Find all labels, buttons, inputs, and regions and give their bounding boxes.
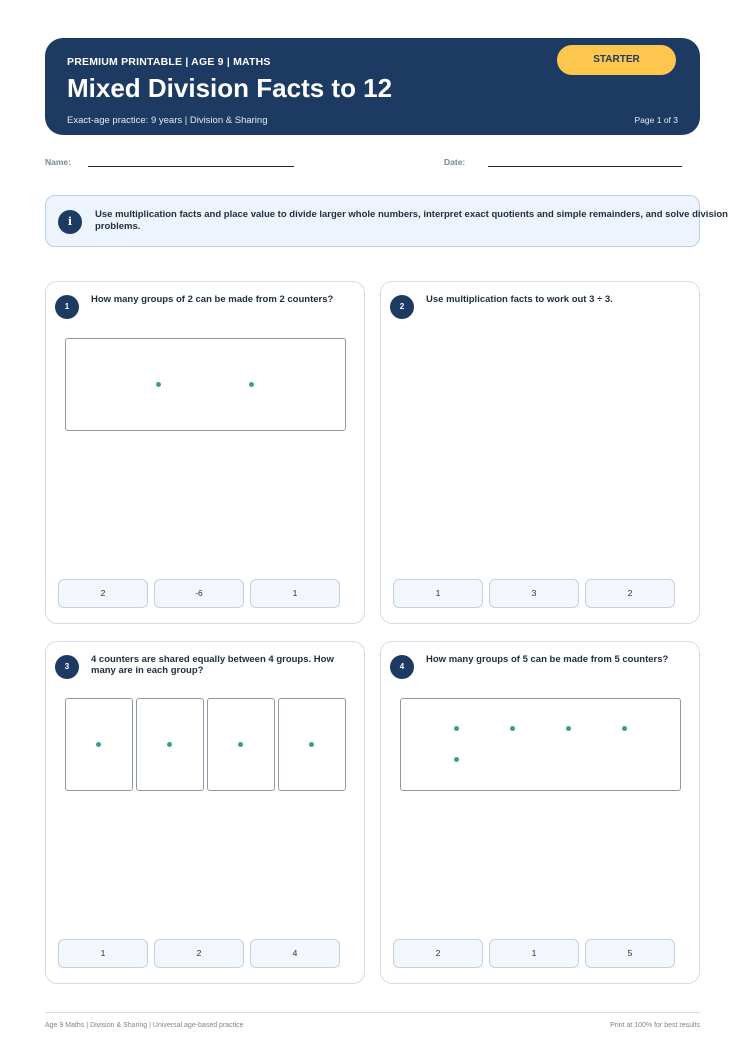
answer-option[interactable]: 1: [393, 579, 483, 608]
answer-option[interactable]: 2: [154, 939, 244, 968]
question-card-1: [45, 281, 365, 624]
group-box: [136, 698, 204, 791]
counter-dot: [238, 742, 243, 747]
counters-box: [65, 338, 346, 431]
question-number: 4: [390, 655, 414, 679]
question-text: Use multiplication facts to work out 3 ÷ 3.: [426, 294, 613, 305]
footer-right: Print at 100% for best results: [610, 1022, 700, 1029]
question-text: 4 counters are shared equally between 4 groups. How many are in each group?: [91, 654, 334, 676]
counter-dot: [566, 726, 571, 731]
counter-dot: [156, 382, 161, 387]
question-text: How many groups of 2 can be made from 2 counters?: [91, 294, 334, 305]
answer-option[interactable]: 1: [489, 939, 579, 968]
name-field[interactable]: [88, 166, 294, 167]
group-box: [207, 698, 275, 791]
name-label: Name:: [45, 157, 71, 167]
date-field[interactable]: [488, 166, 682, 167]
footer-divider: [45, 1012, 700, 1013]
answer-option[interactable]: 1: [250, 579, 340, 608]
instructions-banner: [45, 195, 728, 247]
level-badge: STARTER: [557, 45, 676, 75]
header-kicker: PREMIUM PRINTABLE | AGE 9 | MATHS: [67, 56, 271, 68]
question-number: 3: [55, 655, 79, 679]
answer-option[interactable]: 1: [58, 939, 148, 968]
counter-dot: [454, 726, 459, 731]
answer-option[interactable]: 2: [393, 939, 483, 968]
counter-dot: [622, 726, 627, 731]
group-box: [278, 698, 346, 791]
answer-option[interactable]: 4: [250, 939, 340, 968]
page-title: Mixed Division Facts to 12: [67, 73, 393, 103]
counter-dot: [167, 742, 172, 747]
instructions-text: Use multiplication facts and place value to divide larger whole numbers, interpret exact quotients and simple remainders, and solve division problems.: [95, 209, 728, 232]
counter-dot: [96, 742, 101, 747]
question-card-4: [380, 641, 700, 984]
answer-option[interactable]: 2: [585, 579, 675, 608]
question-card-3: [45, 641, 365, 984]
question-number: 1: [55, 295, 79, 319]
question-text: How many groups of 5 can be made from 5 counters?: [426, 654, 669, 665]
page-number: Page 1 of 3: [634, 115, 678, 125]
group-box: [65, 698, 133, 791]
date-label: Date:: [444, 157, 466, 167]
counter-dot: [249, 382, 254, 387]
question-number: 2: [390, 295, 414, 319]
answer-option[interactable]: 3: [489, 579, 579, 608]
worksheet-header: [45, 38, 700, 135]
counter-dot: [309, 742, 314, 747]
counter-dot: [510, 726, 515, 731]
answer-option[interactable]: 5: [585, 939, 675, 968]
question-card-2: [380, 281, 700, 624]
header-subtitle: Exact-age practice: 9 years | Division & Sharing: [67, 115, 268, 126]
footer-left: Age 9 Maths | Division & Sharing | Universal age-based practice: [45, 1022, 244, 1029]
counter-dot: [454, 757, 459, 762]
counters-box: [400, 698, 681, 791]
answer-option[interactable]: -6: [154, 579, 244, 608]
answer-option[interactable]: 2: [58, 579, 148, 608]
info-icon: i: [58, 210, 82, 234]
